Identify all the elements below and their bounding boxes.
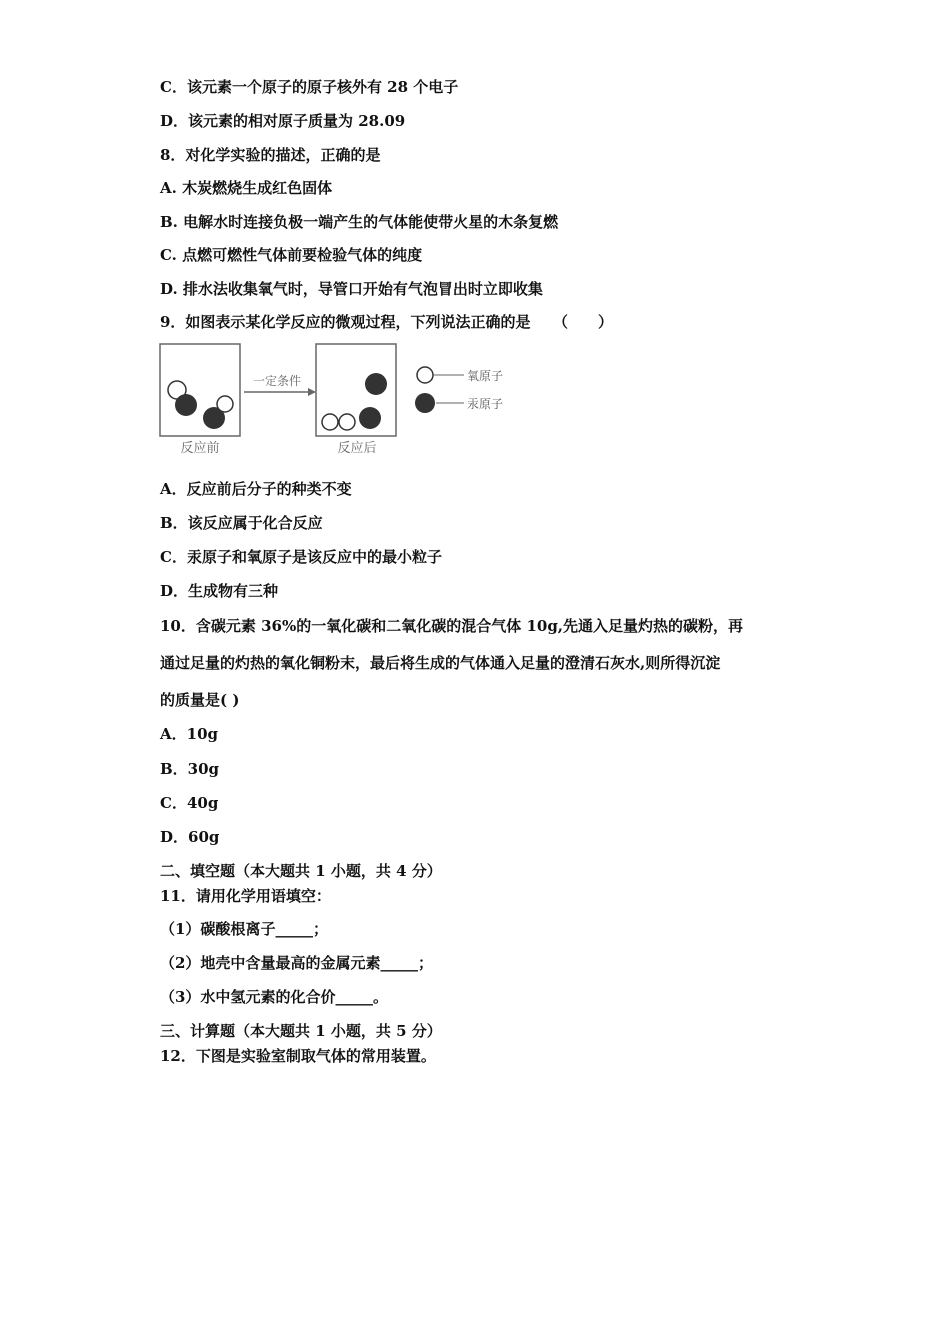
q9-stem: 9．如图表示某化学反应的微观过程，下列说法正确的是 （ ）	[160, 313, 613, 331]
q8-option-b: B. 电解水时连接负极一端产生的气体能使带火星的木条复燃	[160, 213, 559, 231]
oxygen-atom	[217, 396, 233, 412]
q12-stem: 12．下图是实验室制取气体的常用装置。	[160, 1047, 436, 1065]
before-label: 反应前	[180, 441, 220, 456]
q9-option-d: D．生成物有三种	[160, 582, 279, 600]
q9-option-c: C．汞原子和氧原子是该反应中的最小粒子	[160, 548, 442, 566]
arrow-label: 一定条件	[252, 374, 302, 388]
q10-option-a: A．10g	[160, 725, 219, 743]
q9-option-b: B．该反应属于化合反应	[160, 514, 323, 532]
q11-part2: （2）地壳中含量最高的金属元素_____；	[160, 954, 433, 972]
q11-part3: （3）水中氢元素的化合价_____。	[160, 988, 388, 1006]
legend-mercury-icon	[415, 393, 435, 413]
q8-option-a: A. 木炭燃烧生成红色固体	[160, 179, 333, 197]
q10-option-d: D．60g	[160, 828, 220, 846]
q10-stem-line3: 的质量是( )	[160, 691, 240, 709]
q10-option-b: B．30g	[160, 760, 220, 778]
legend-oxygen-icon	[417, 367, 433, 383]
oxygen-atom	[339, 414, 355, 430]
legend-oxygen-label: 氧原子	[467, 369, 504, 383]
after-label: 反应后	[337, 441, 377, 456]
section3-heading: 三、计算题（本大题共 1 小题，共 5 分）	[160, 1022, 442, 1040]
legend-mercury-label: 汞原子	[467, 397, 504, 411]
mercury-atom	[365, 373, 387, 395]
q7-option-c: C．该元素一个原子的原子核外有 28 个电子	[160, 78, 459, 96]
q8-option-d: D. 排水法收集氧气时，导管口开始有气泡冒出时立即收集	[160, 280, 543, 298]
q11-stem: 11．请用化学用语填空：	[160, 887, 331, 905]
arrow-head	[308, 388, 316, 396]
q7-option-d: D．该元素的相对原子质量为 28.09	[160, 112, 406, 130]
q8-stem: 8．对化学实验的描述，正确的是	[160, 146, 381, 164]
section2-heading: 二、填空题（本大题共 1 小题，共 4 分）	[160, 862, 442, 880]
oxygen-atom	[322, 414, 338, 430]
mercury-atom	[359, 407, 381, 429]
q10-stem-line2: 通过足量的灼热的氧化铜粉末，最后将生成的气体通入足量的澄清石灰水,则所得沉淀	[160, 654, 721, 672]
reaction-diagram	[158, 340, 528, 464]
q11-part1: （1）碳酸根离子_____；	[160, 920, 328, 938]
mercury-atom	[175, 394, 197, 416]
q10-option-c: C．40g	[160, 794, 219, 812]
q10-stem-line1: 10．含碳元素 36%的一氧化碳和二氧化碳的混合气体 10g,先通入足量灼热的碳粉，再	[160, 617, 744, 635]
q9-option-a: A．反应前后分子的种类不变	[160, 480, 352, 498]
q8-option-c: C. 点燃可燃性气体前要检验气体的纯度	[160, 246, 423, 264]
